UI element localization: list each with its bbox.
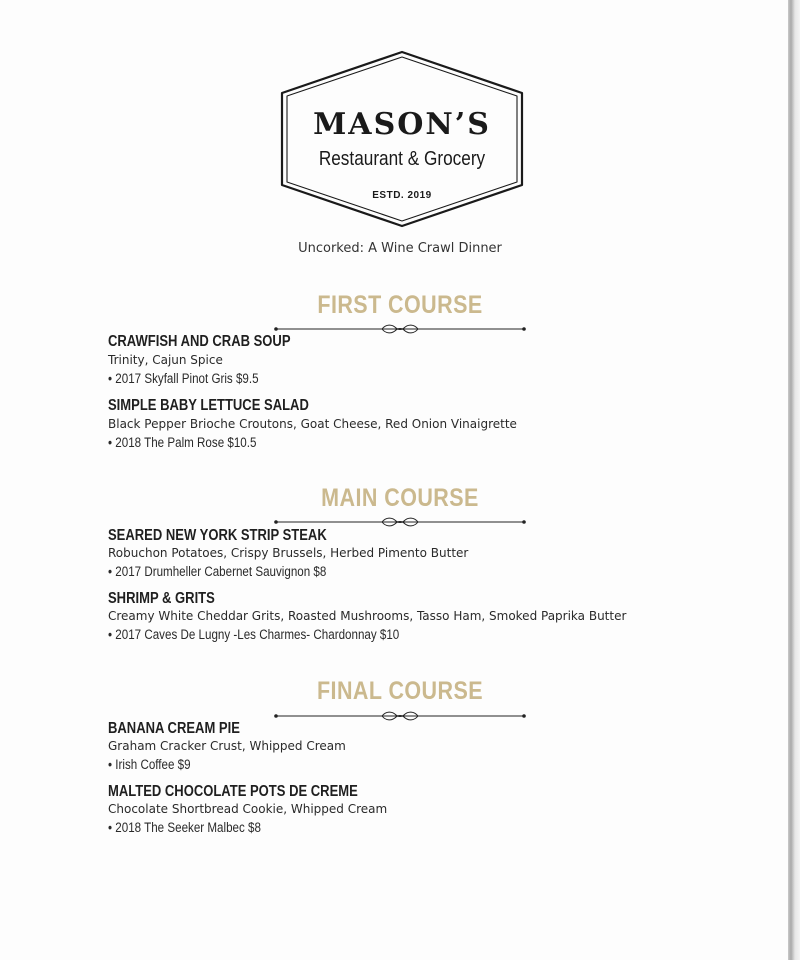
logo-title: MASON’S	[313, 107, 491, 142]
dish-wine-pairing: • 2018 The Palm Rose $10.5	[108, 435, 257, 450]
dish-wine-pairing: • 2017 Drumheller Cabernet Sauvignon $8	[108, 564, 327, 579]
dish-description: Trinity, Cajun Spice	[108, 353, 223, 367]
dish-description: Chocolate Shortbread Cookie, Whipped Cream	[108, 802, 388, 816]
dish-name: CRAWFISH AND CRAB SOUP	[108, 333, 291, 350]
restaurant-logo	[276, 49, 528, 229]
dish-wine-pairing: • Irish Coffee $9	[108, 757, 191, 772]
section-title-first-course: FIRST COURSE	[317, 291, 483, 319]
dish-name: MALTED CHOCOLATE POTS DE CREME	[108, 783, 358, 800]
dish-description: Creamy White Cheddar Grits, Roasted Mushrooms, Tasso Ham, Smoked Paprika Butter	[108, 609, 627, 623]
dish-name: BANANA CREAM PIE	[108, 720, 240, 737]
dish-wine-pairing: • 2017 Skyfall Pinot Gris $9.5	[108, 371, 259, 386]
dish-description: Black Pepper Brioche Croutons, Goat Cheese, Red Onion Vinaigrette	[108, 417, 517, 431]
dish-description: Graham Cracker Crust, Whipped Cream	[108, 739, 346, 753]
dish-wine-pairing: • 2018 The Seeker Malbec $8	[108, 820, 261, 835]
section-title-main-course: MAIN COURSE	[321, 484, 479, 512]
section-divider	[274, 710, 526, 722]
dish-wine-pairing: • 2017 Caves De Lugny -Les Charmes- Chardonnay $10	[108, 627, 400, 642]
dish-name: SIMPLE BABY LETTUCE SALAD	[108, 397, 309, 414]
page-edge-shadow	[788, 0, 800, 960]
dish-name: SEARED NEW YORK STRIP STEAK	[108, 527, 327, 544]
section-title-final-course: FINAL COURSE	[316, 677, 484, 705]
dish-description: Robuchon Potatoes, Crispy Brussels, Herbed Pimento Butter	[108, 546, 469, 560]
logo-subtitle: Restaurant & Grocery	[318, 148, 486, 170]
section-divider	[274, 323, 526, 335]
event-title: Uncorked: A Wine Crawl Dinner	[298, 241, 502, 256]
dish-name: SHRIMP & GRITS	[108, 590, 215, 607]
logo-established: ESTD. 2019	[372, 190, 432, 201]
